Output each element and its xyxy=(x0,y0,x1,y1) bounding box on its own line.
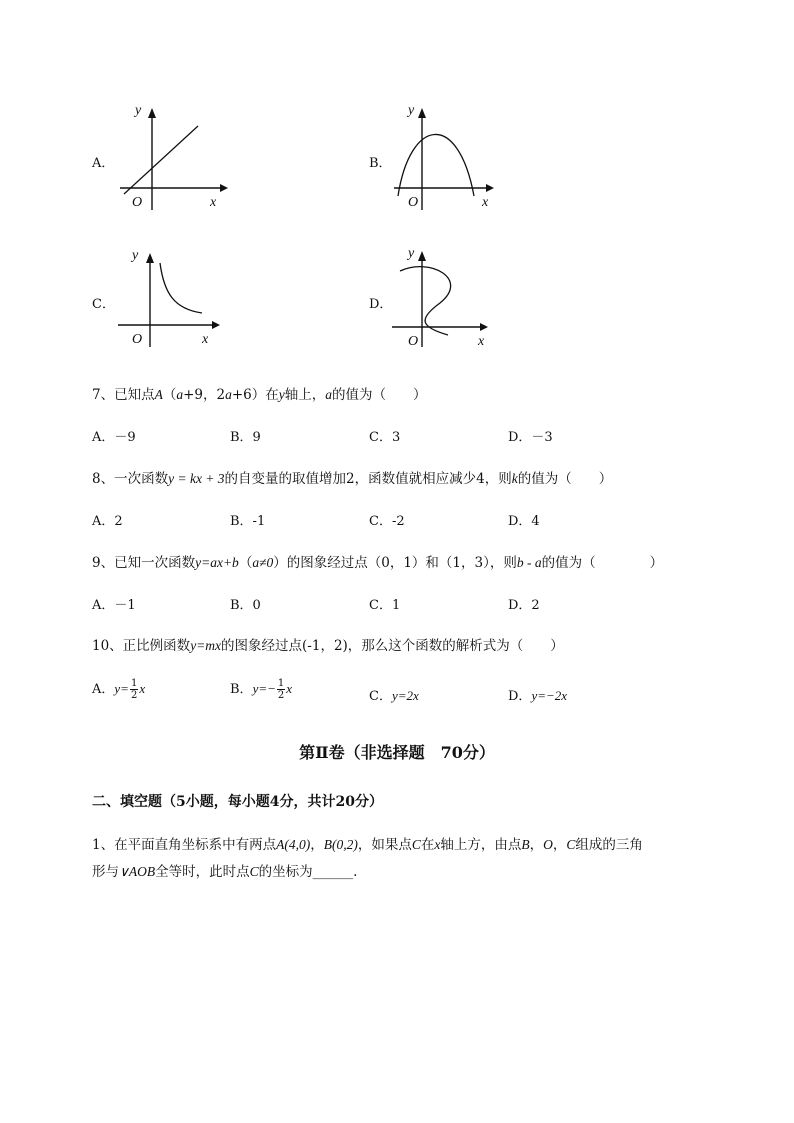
q7-option-d: D．－3 xyxy=(508,430,553,445)
option-c-label: C． xyxy=(92,297,115,312)
question-8-stem: 8、一次函数y = kx + 3的自变量的取值增加2，函数值就相应减少4，则k的值为（ ） xyxy=(92,471,613,487)
x-axis-arrow xyxy=(480,323,488,331)
x-label: x xyxy=(478,334,485,347)
parabola-graph xyxy=(398,134,474,196)
q8-option-b: B．-1 xyxy=(230,514,266,529)
q9-option-d: D．2 xyxy=(508,598,540,613)
q9-option-b: B．0 xyxy=(230,598,261,613)
graph-a xyxy=(112,98,232,210)
q7-option-a: A．－9 xyxy=(92,430,136,445)
q10-option-b: B．y=− $\frac{1}{2}$ x xyxy=(230,678,293,701)
q9-option-c: C．1 xyxy=(369,598,401,613)
question-7-stem: 7、已知点A（a+9，2a+6）在y轴上，a的值为（ ） xyxy=(92,387,427,403)
x-axis-arrow xyxy=(212,321,220,329)
q9-option-a: A．－1 xyxy=(92,598,136,613)
curve-graph xyxy=(400,267,451,335)
graph-d xyxy=(390,243,500,347)
graph-c xyxy=(112,243,232,347)
x-axis-arrow xyxy=(220,184,228,192)
y-axis-arrow xyxy=(148,108,156,118)
fill-question-1-line2: 形与∨AOB全等时，此时点C的坐标为______. xyxy=(92,864,358,880)
y-axis-arrow xyxy=(418,108,426,118)
q10-option-d: D．y=−2x xyxy=(508,688,568,704)
option-d-label: D． xyxy=(369,297,393,312)
origin-label: O xyxy=(408,195,419,210)
x-label: x xyxy=(210,195,217,210)
x-label: x xyxy=(482,195,489,210)
line-graph xyxy=(124,126,198,194)
option-a-label: A． xyxy=(92,156,115,171)
question-10-stem: 10、正比例函数y=mx的图象经过点(-1，2)，那么这个函数的解析式为（ ） xyxy=(92,638,564,654)
y-label: y xyxy=(408,103,415,118)
y-axis-arrow xyxy=(418,251,426,261)
x-label: x xyxy=(202,332,209,347)
section-subtitle: 二、填空题（5小题，每小题4分，共计20分） xyxy=(92,794,383,810)
q8-option-c: C．-2 xyxy=(369,514,405,529)
origin-label: O xyxy=(408,334,419,347)
q8-option-d: D．4 xyxy=(508,514,540,529)
x-axis-arrow xyxy=(486,184,494,192)
option-b-label: B． xyxy=(369,156,392,171)
y-label: y xyxy=(135,103,142,118)
q8-option-a: A．2 xyxy=(92,514,123,529)
y-label: y xyxy=(408,246,415,261)
q10-option-a: A．y= $\frac{1}{2}$ x xyxy=(92,678,146,701)
q7-option-b: B．9 xyxy=(230,430,261,445)
hyperbola-graph xyxy=(160,263,202,313)
y-axis-arrow xyxy=(146,253,154,263)
section-title: 第Ⅱ卷（非选择题 70分） xyxy=(299,743,495,762)
y-label: y xyxy=(132,248,139,263)
origin-label: O xyxy=(132,195,143,210)
question-9-stem: 9、已知一次函数y=ax+b（a≠0）的图象经过点（0，1）和（1，3），则b - a的值为（ ） xyxy=(92,555,664,571)
fill-question-1-line1: 1、在平面直角坐标系中有两点A(4,0)，B(0,2)，如果点C在x轴上方，由点B，O，C组成的三角 xyxy=(92,837,643,853)
graph-b xyxy=(390,98,500,210)
origin-label: O xyxy=(132,332,143,347)
q7-option-c: C．3 xyxy=(369,430,401,445)
q10-option-c: C．y=2x xyxy=(369,688,419,704)
